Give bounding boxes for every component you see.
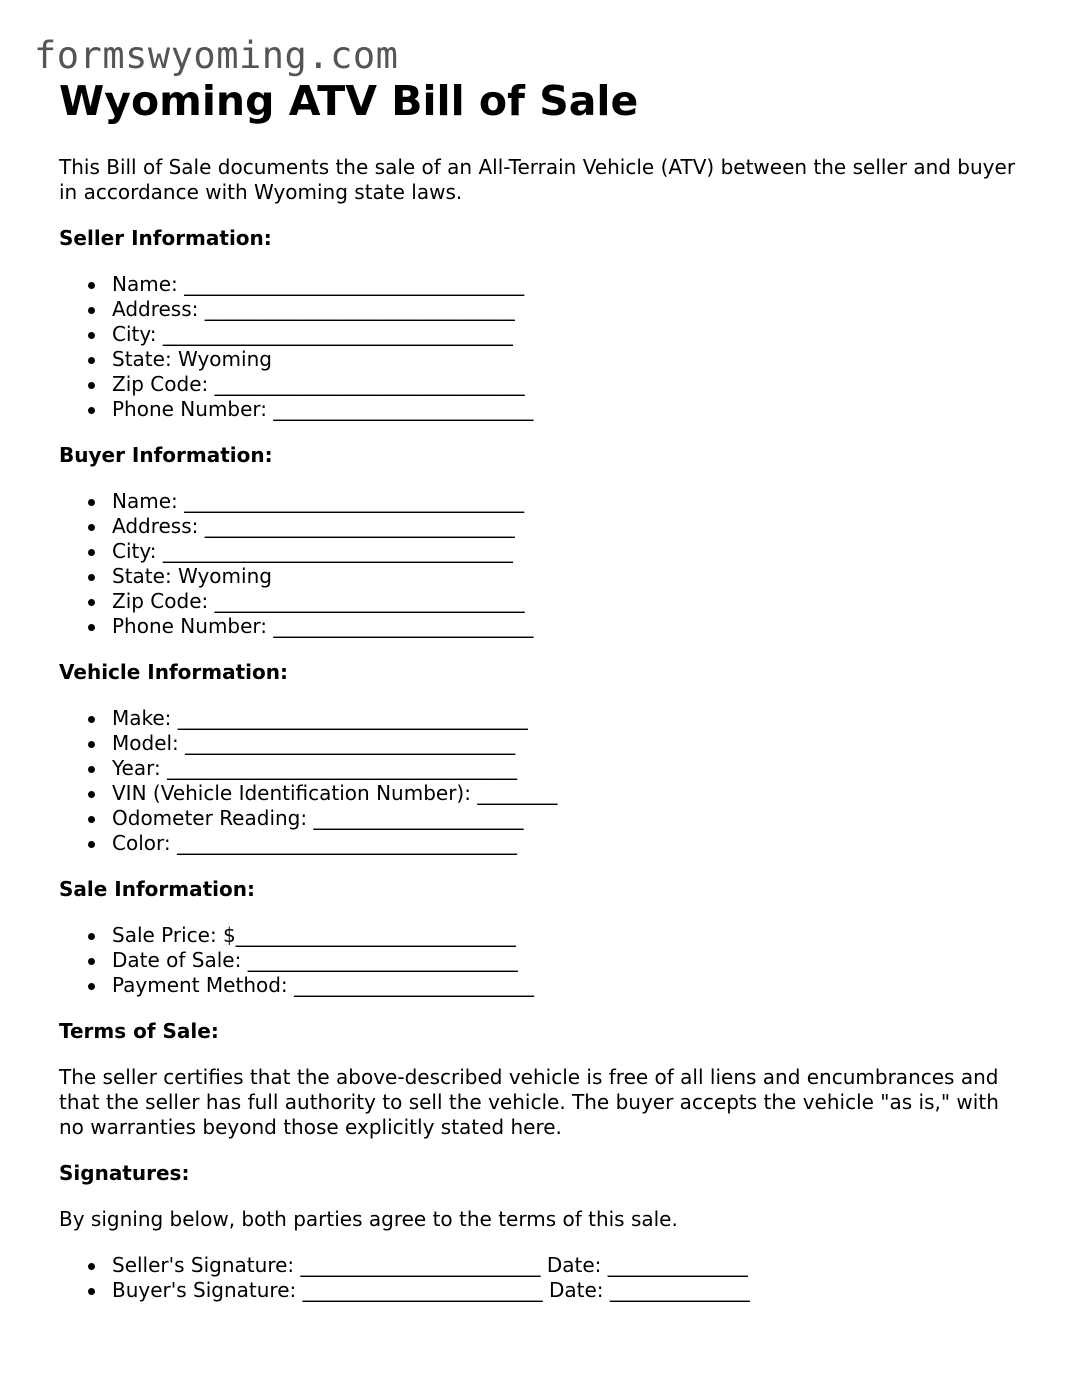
vehicle-model-field: Model: _________________________________ [59,731,1019,756]
sale-price-field: Sale Price: $____________________________ [59,923,1019,948]
buyer-phone-field: Phone Number: __________________________ [59,614,1019,639]
sale-heading: Sale Information: [59,877,255,901]
vehicle-vin-field: VIN (Vehicle Identification Number): ________ [59,781,1019,806]
terms-heading: Terms of Sale: [59,1019,219,1043]
seller-zip-field: Zip Code: _______________________________ [59,372,1019,397]
vehicle-heading: Vehicle Information: [59,660,288,684]
intro-paragraph: This Bill of Sale documents the sale of an All-Terrain Vehicle (ATV) between the seller and buyer in accordance with Wyoming state laws. [59,155,1016,204]
buyer-zip-field: Zip Code: _______________________________ [59,589,1019,614]
terms-section [59,1019,1019,1140]
document-title: Wyoming ATV Bill of Sale [59,77,639,125]
vehicle-fields-list [59,706,1019,856]
seller-signature-line: Seller's Signature: ________________________ Date: ______________ [59,1253,1019,1278]
vehicle-section [59,660,1019,856]
buyer-signature-line: Buyer's Signature: ________________________ Date: ______________ [59,1278,1019,1303]
terms-paragraph: The seller certifies that the above-described vehicle is free of all liens and encumbrances and that the seller has full authority to sell the vehicle. The buyer accepts the vehicle "as is," with no warranties beyond those explicitly stated here. [59,1065,999,1139]
seller-state-field: State: Wyoming [59,347,1019,372]
buyer-address-field: Address: _______________________________ [59,514,1019,539]
vehicle-make-field: Make: ___________________________________ [59,706,1019,731]
sale-section [59,877,1019,998]
vehicle-odometer-field: Odometer Reading: _____________________ [59,806,1019,831]
seller-heading: Seller Information: [59,226,272,250]
signatures-paragraph: By signing below, both parties agree to the terms of this sale. [59,1207,678,1231]
sale-date-field: Date of Sale: ___________________________ [59,948,1019,973]
buyer-city-field: City: ___________________________________ [59,539,1019,564]
buyer-fields-list [59,489,1019,639]
seller-address-field: Address: _______________________________ [59,297,1019,322]
buyer-heading: Buyer Information: [59,443,273,467]
sale-fields-list [59,923,1019,998]
seller-section [59,226,1019,422]
buyer-state-field: State: Wyoming [59,564,1019,589]
seller-name-field: Name: __________________________________ [59,272,1019,297]
signatures-heading: Signatures: [59,1161,190,1185]
site-watermark: formswyoming.com [34,34,399,77]
signatures-section [59,1161,1019,1303]
payment-method-field: Payment Method: ________________________ [59,973,1019,998]
seller-fields-list [59,272,1019,422]
document-page [59,74,1019,1303]
buyer-name-field: Name: __________________________________ [59,489,1019,514]
signature-lines-list [59,1253,1019,1303]
seller-phone-field: Phone Number: __________________________ [59,397,1019,422]
vehicle-color-field: Color: __________________________________ [59,831,1019,856]
buyer-section [59,443,1019,639]
seller-city-field: City: ___________________________________ [59,322,1019,347]
vehicle-year-field: Year: ___________________________________ [59,756,1019,781]
